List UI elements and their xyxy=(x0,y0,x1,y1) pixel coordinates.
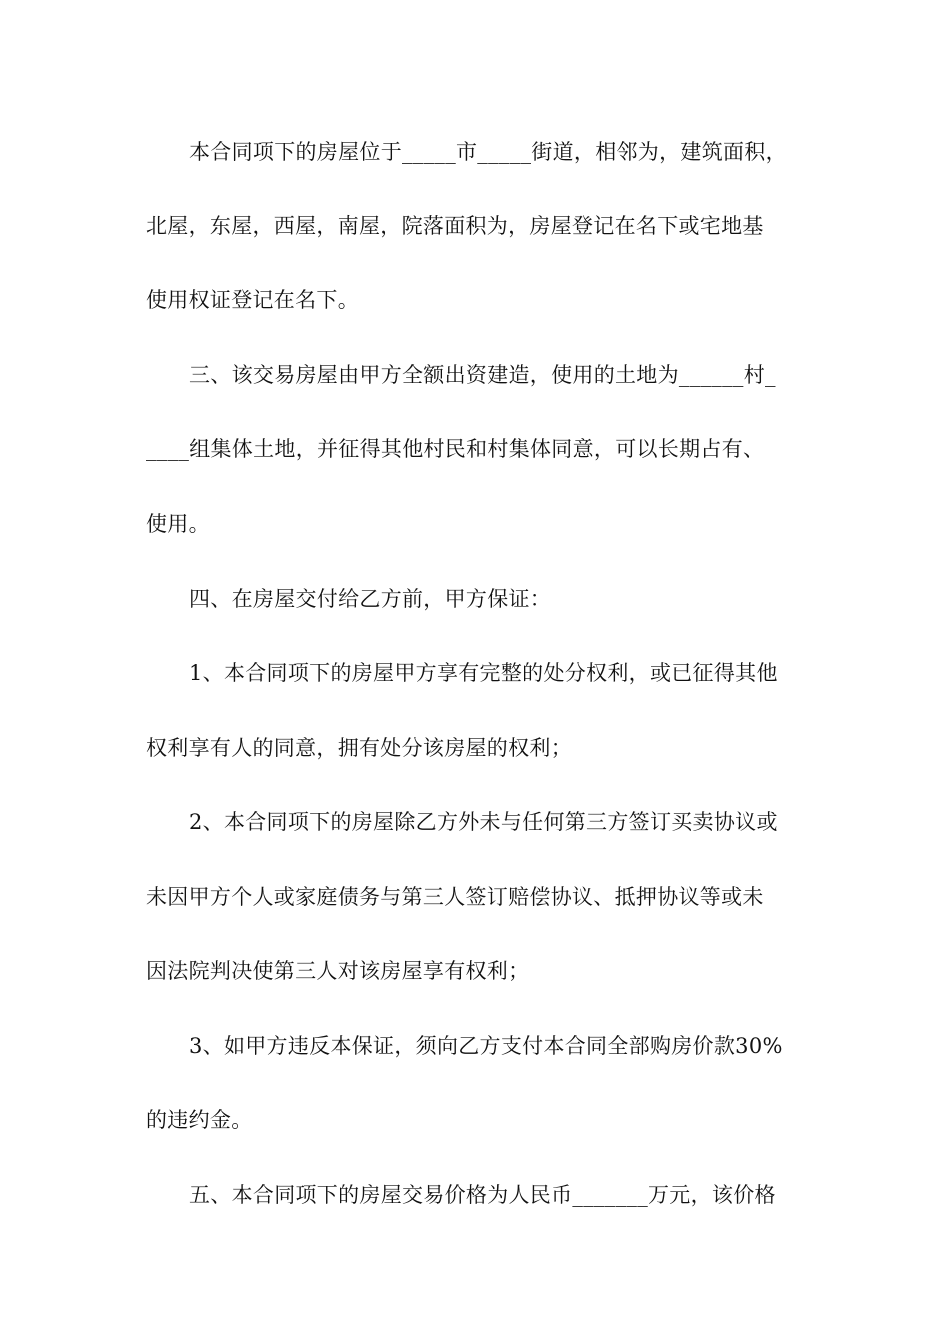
clause-four-item-3-line-2: 的违约金。 xyxy=(146,1108,253,1132)
clause-three-line-1: 三、该交易房屋由甲方全额出资建造，使用的土地为______村_ xyxy=(189,363,776,387)
clause-five-line-1: 五、本合同项下的房屋交易价格为人民币_______万元，该价格 xyxy=(189,1183,776,1207)
clause-four-heading: 四、在房屋交付给乙方前，甲方保证： xyxy=(189,587,552,611)
clause-three-line-3: 使用。 xyxy=(146,512,210,536)
paragraph-house-location-line-3: 使用权证登记在名下。 xyxy=(146,288,359,312)
paragraph-house-location-line-2: 北屋，东屋，西屋，南屋，院落面积为，房屋登记在名下或宅地基 xyxy=(146,214,764,238)
clause-four-item-3-line-1: 3、如甲方违反本保证，须向乙方支付本合同全部购房价款30% xyxy=(189,1034,783,1058)
paragraph-house-location-line-1: 本合同项下的房屋位于_____市_____街道，相邻为，建筑面积， xyxy=(189,140,787,164)
clause-three-line-2: ____组集体土地，并征得其他村民和村集体同意，可以长期占有、 xyxy=(146,437,765,461)
clause-four-item-1-line-2: 权利享有人的同意，拥有处分该房屋的权利； xyxy=(146,736,572,760)
clause-four-item-2-line-2: 未因甲方个人或家庭债务与第三人签订赔偿协议、抵押协议等或未 xyxy=(146,885,764,909)
clause-four-item-2-line-3: 因法院判决使第三人对该房屋享有权利； xyxy=(146,959,530,983)
clause-four-item-2-line-1: 2、本合同项下的房屋除乙方外未与任何第三方签订买卖协议或 xyxy=(189,810,778,834)
clause-four-item-1-line-1: 1、本合同项下的房屋甲方享有完整的处分权利，或已征得其他 xyxy=(189,661,778,685)
